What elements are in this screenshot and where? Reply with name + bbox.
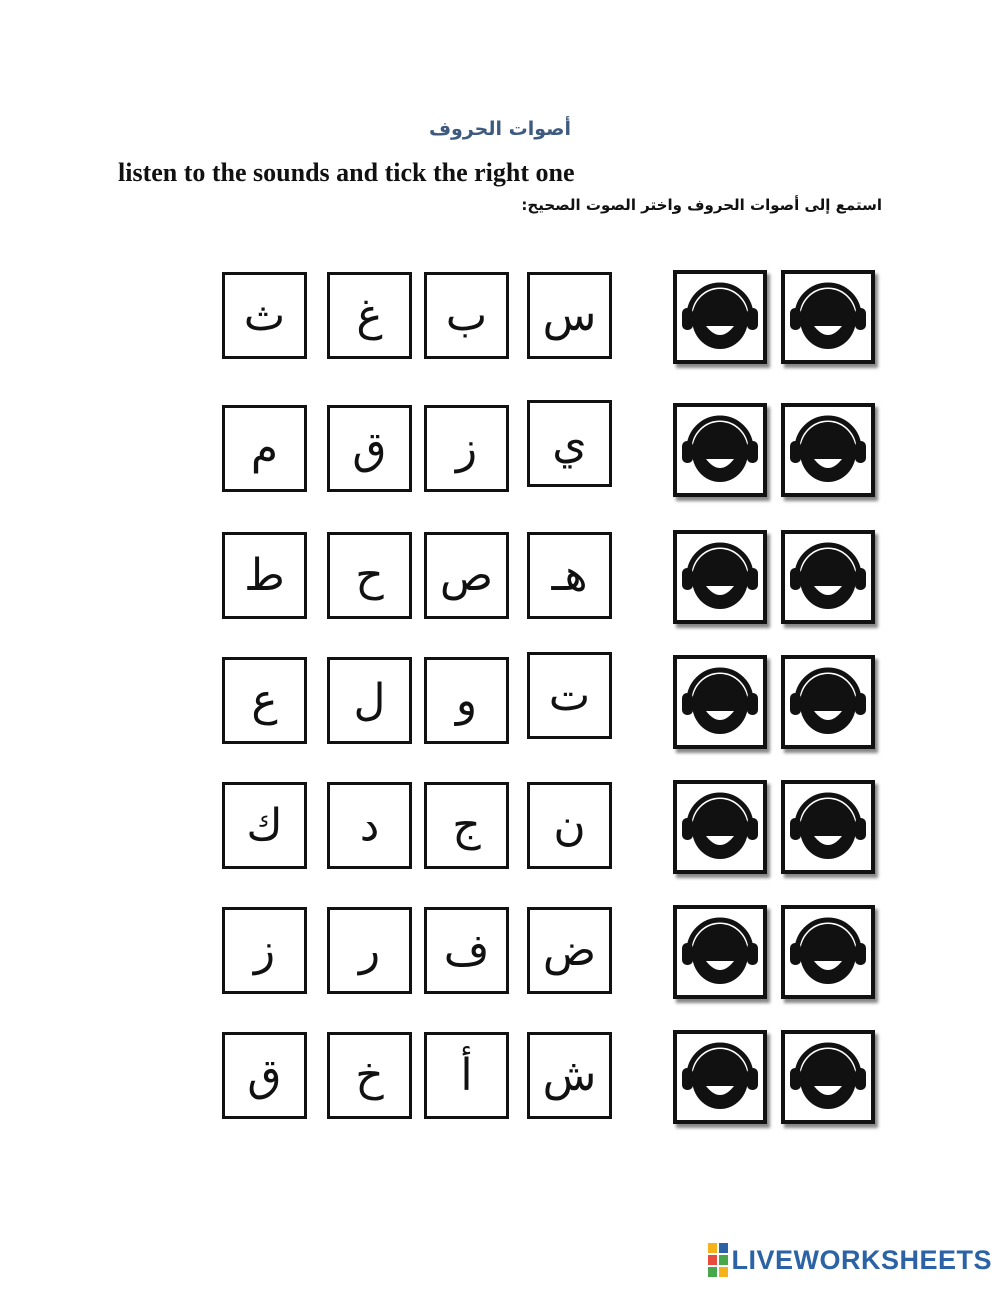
letter-choice-box[interactable]: ع [222, 657, 307, 744]
page-title-arabic [0, 118, 1000, 140]
letter-choice-box[interactable]: ق [327, 405, 412, 492]
instruction-arabic: استمع إلى أصوات الحروف واختر الصوت الصحيح: [521, 196, 882, 214]
headphones-face-icon [681, 790, 759, 864]
letter-choice-box[interactable]: و [424, 657, 509, 744]
headphones-face-icon [789, 540, 867, 614]
play-sound-button[interactable] [781, 905, 875, 999]
headphones-face-icon [789, 280, 867, 354]
letter-choice-box[interactable]: ط [222, 532, 307, 619]
headphones-face-icon [681, 540, 759, 614]
exercise-row [0, 905, 1000, 1000]
play-sound-button[interactable] [673, 1030, 767, 1124]
exercise-row [0, 780, 1000, 875]
headphones-face-icon [681, 1040, 759, 1114]
logo-text: LIVEWORKSHEETS [731, 1244, 992, 1275]
letter-choice-box[interactable]: ث [222, 272, 307, 359]
play-sound-button[interactable] [781, 270, 875, 364]
headphones-face-icon [789, 1040, 867, 1114]
letter-choice-box[interactable]: س [527, 272, 612, 359]
play-sound-button[interactable] [781, 1030, 875, 1124]
play-sound-button[interactable] [673, 780, 767, 874]
play-sound-button[interactable] [781, 403, 875, 497]
letter-choice-box[interactable]: ل [327, 657, 412, 744]
headphones-face-icon [681, 915, 759, 989]
exercise-row [0, 655, 1000, 750]
exercise-row [0, 1030, 1000, 1125]
letter-choice-box[interactable]: ب [424, 272, 509, 359]
letter-choice-box[interactable]: ز [424, 405, 509, 492]
play-sound-button[interactable] [781, 655, 875, 749]
play-sound-button[interactable] [673, 530, 767, 624]
exercise-row [0, 530, 1000, 625]
play-sound-button[interactable] [673, 270, 767, 364]
logo-blocks-icon [708, 1243, 728, 1277]
play-sound-button[interactable] [781, 780, 875, 874]
letter-choice-box[interactable]: ض [527, 907, 612, 994]
play-sound-button[interactable] [673, 905, 767, 999]
headphones-face-icon [681, 280, 759, 354]
headphones-face-icon [789, 665, 867, 739]
play-sound-button[interactable] [673, 403, 767, 497]
letter-choice-box[interactable]: ر [327, 907, 412, 994]
headphones-face-icon [789, 915, 867, 989]
letter-choice-box[interactable]: ت [527, 652, 612, 739]
headphones-face-icon [789, 790, 867, 864]
letter-choice-box[interactable]: ق [222, 1032, 307, 1119]
letter-choice-box[interactable]: م [222, 405, 307, 492]
letter-choice-box[interactable]: ش [527, 1032, 612, 1119]
letter-choice-box[interactable]: ح [327, 532, 412, 619]
title-ar-text: أصوات الحروف [428, 118, 572, 140]
letter-choice-box[interactable]: أ [424, 1032, 509, 1119]
letter-choice-box[interactable]: ن [527, 782, 612, 869]
headphones-face-icon [681, 413, 759, 487]
headphones-face-icon [789, 413, 867, 487]
play-sound-button[interactable] [781, 530, 875, 624]
letter-choice-box[interactable]: ص [424, 532, 509, 619]
headphones-face-icon [681, 665, 759, 739]
letter-choice-box[interactable]: هـ [527, 532, 612, 619]
letter-choice-box[interactable]: ف [424, 907, 509, 994]
letter-choice-box[interactable]: خ [327, 1032, 412, 1119]
exercise-row [0, 403, 1000, 498]
liveworksheets-logo [708, 1243, 992, 1277]
letter-choice-box[interactable]: ي [527, 400, 612, 487]
play-sound-button[interactable] [673, 655, 767, 749]
letter-choice-box[interactable]: ك [222, 782, 307, 869]
exercise-row [0, 270, 1000, 365]
letter-choice-box[interactable]: د [327, 782, 412, 869]
letter-choice-box[interactable]: غ [327, 272, 412, 359]
page-title-english: listen to the sounds and tick the right one [118, 158, 575, 187]
letter-choice-box[interactable]: ج [424, 782, 509, 869]
letter-choice-box[interactable]: ز [222, 907, 307, 994]
